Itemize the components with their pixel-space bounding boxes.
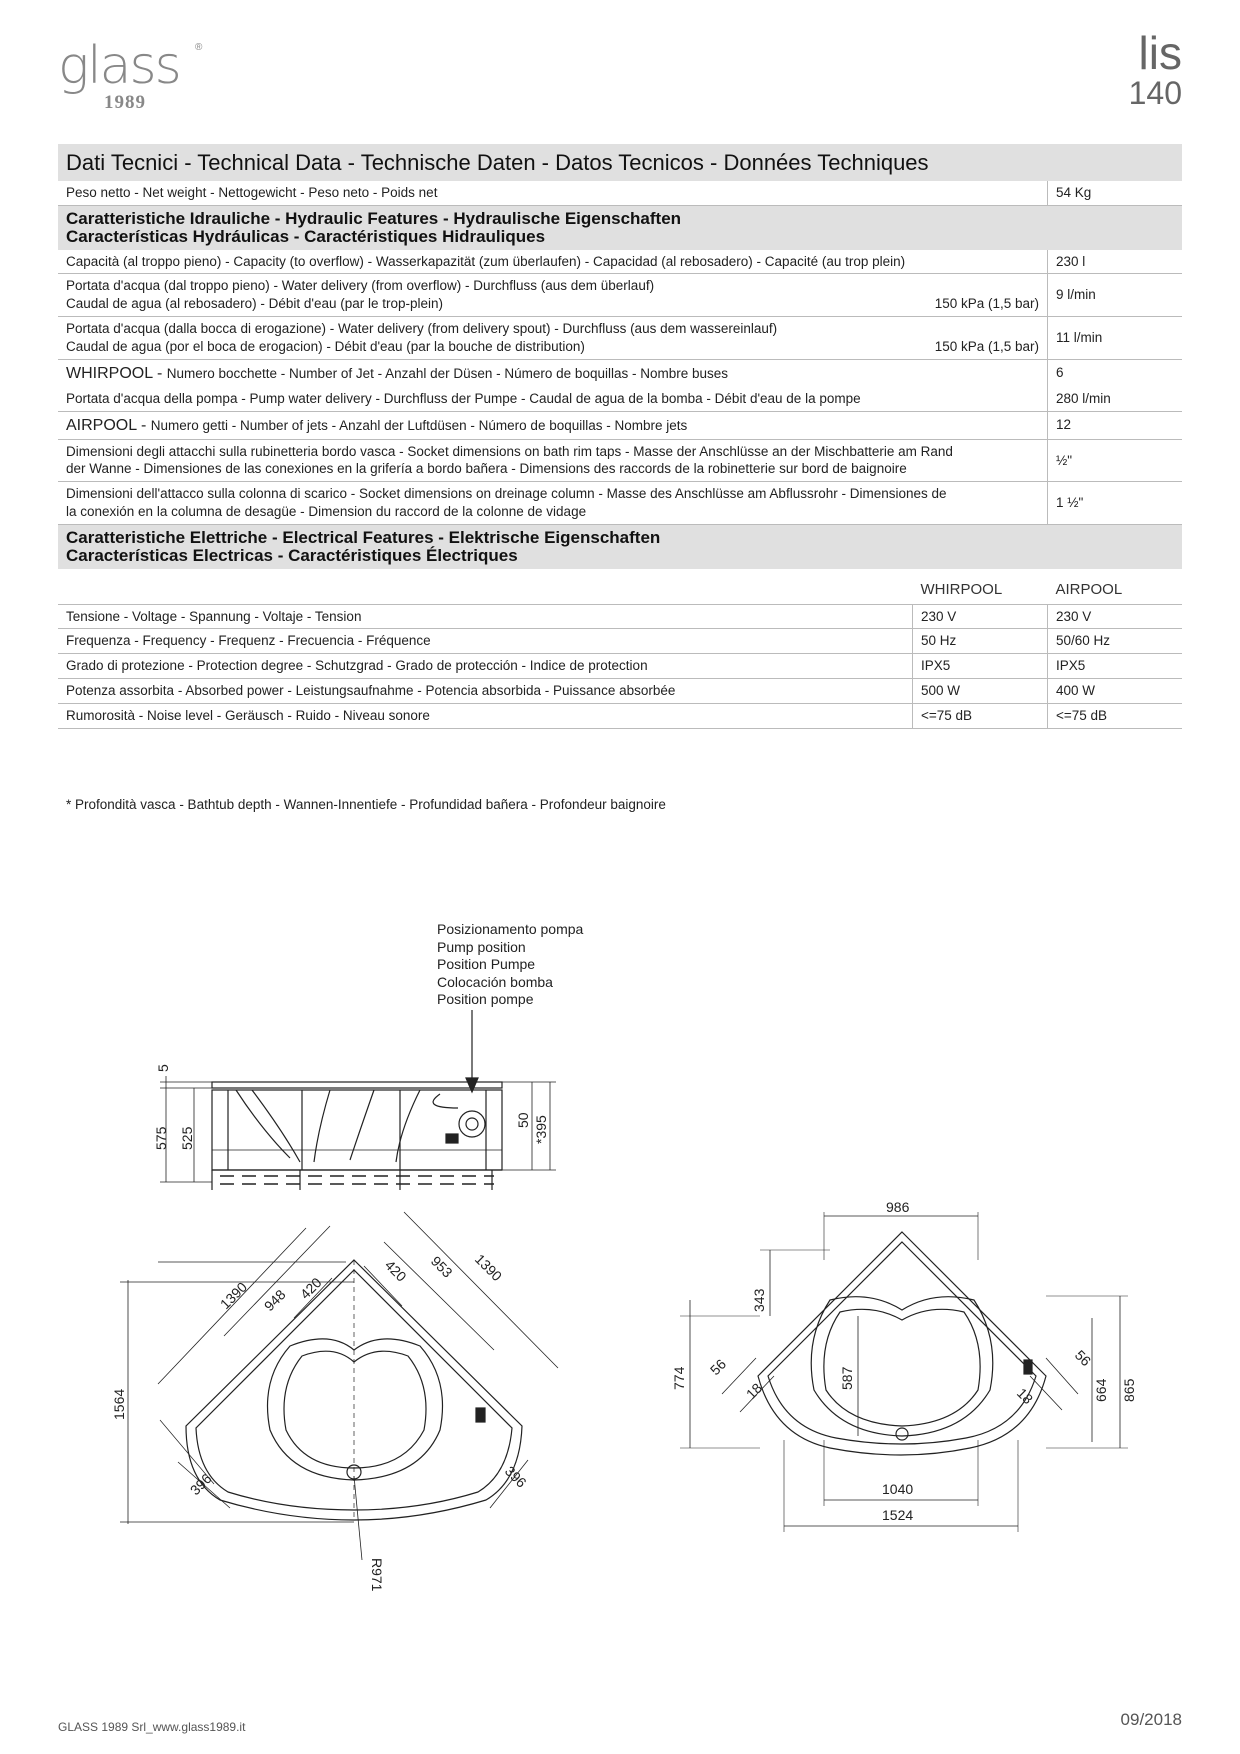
weight-label: Peso netto - Net weight - Nettogewicht - Peso neto - Poids net — [58, 181, 1048, 205]
logo-year: 1989 — [104, 92, 146, 113]
col-header-whirlpool: WHIRPOOL — [913, 569, 1048, 605]
pump-label-line: Colocación bomba — [437, 973, 553, 990]
dim-side-top: 5 — [155, 1064, 171, 1072]
logo-wordmark: glass — [58, 36, 180, 96]
dim-front-right-h1: 664 — [1093, 1378, 1109, 1402]
col-header-airpool: AIRPOOL — [1048, 569, 1183, 605]
spout-line2: Caudal de agua (por el boca de erogacion) - Débit d'eau (par la bouche de distribution) — [66, 338, 585, 354]
dim-front-right-a: 56 — [1071, 1346, 1095, 1370]
voltage-airpool: 230 V — [1048, 604, 1183, 629]
socket-drain-line2: la conexión en la columna de desagüe - Dimension du raccord de la colonne de vidage — [66, 504, 587, 520]
electrical-title-line2: Características Electricas - Caractéristiques Électriques — [66, 545, 518, 565]
spout-value: 11 l/min — [1048, 316, 1183, 359]
pump-label-line: Pump position — [437, 938, 526, 955]
dim-front-right-h2: 865 — [1121, 1378, 1137, 1402]
hydraulic-title-line2: Características Hydráulicas - Caractéristiques Hidrauliques — [66, 226, 546, 246]
socket-rim-value: ½" — [1048, 439, 1183, 482]
dim-plan-leg-right: 396 — [501, 1462, 530, 1491]
frequency-airpool: 50/60 Hz — [1048, 629, 1183, 654]
noise-label: Rumorosità - Noise level - Geräusch - Ruido - Niveau sonore — [58, 703, 913, 728]
pump-label-line: Position Pumpe — [437, 956, 536, 972]
electrical-title-line1: Caratteristiche Elettriche - Electrical Features - Elektrische Eigenschaften — [66, 527, 661, 547]
side-elevation-drawing — [160, 1010, 556, 1190]
dim-front-left-b: 18 — [742, 1379, 766, 1403]
airpool-prefix: AIRPOOL - — [66, 416, 151, 434]
dim-plan-width: 1564 — [111, 1388, 127, 1420]
dim-plan-radius: R971 — [369, 1558, 385, 1592]
protection-label: Grado di protezione - Protection degree - Schutzgrad - Grado de protección - Indice de protection — [58, 654, 913, 679]
dim-plan-diag2b: 953 — [427, 1252, 456, 1281]
power-whirlpool: 500 W — [913, 679, 1048, 704]
dim-plan-diag1: 1390 — [216, 1278, 251, 1313]
socket-rim-line2: der Wanne - Dimensiones de las conexiones en la grifería a bordo bañera - Dimensions des raccords de la robinetterie sur bord de baignoire — [66, 461, 907, 477]
power-airpool: 400 W — [1048, 679, 1183, 704]
whirlpool-jets-text: Numero bocchette - Number of Jet - Anzahl der Düsen - Número de boquillas - Nombre buses — [166, 365, 729, 381]
overflow-line2: Caudal de agua (al rebosadero) - Débit d'eau (par le trop-plein) — [66, 296, 444, 312]
pump-delivery-label: Portata d'acqua della pompa - Pump water delivery - Durchfluss der Pumpe - Caudal de agua de la bomba - Débit d'eau de la pompe — [58, 387, 1048, 411]
pump-delivery-value: 280 l/min — [1048, 387, 1183, 411]
whirlpool-jets-value: 6 — [1048, 359, 1183, 387]
dim-plan-diag2: 1390 — [471, 1250, 506, 1285]
weight-value: 54 Kg — [1048, 181, 1183, 205]
noise-airpool: <=75 dB — [1048, 703, 1183, 728]
dim-front-total-width: 1524 — [882, 1507, 914, 1523]
dim-side-right-a: 50 — [515, 1112, 531, 1128]
socket-drain-line1: Dimensioni dell'attacco sulla colonna di scarico - Socket dimensions on dreinage column - Masse des Anschlüsse am Abflussrohr - Dimensiones de — [66, 486, 947, 502]
dim-front-height: 774 — [671, 1366, 687, 1390]
spout-line1: Portata d'acqua (dalla bocca di erogazione) - Water delivery (from delivery spout) - Durchfluss (aus dem wassereinlauf) — [66, 320, 778, 336]
dim-front-inner-width: 1040 — [882, 1481, 914, 1497]
dim-plan-diag1c: 420 — [296, 1274, 325, 1303]
model-size: 140 — [1128, 75, 1182, 111]
airpool-jets-value: 12 — [1048, 411, 1183, 439]
spout-pressure: 150 kPa (1,5 bar) — [934, 338, 1039, 354]
dim-side-depth: *395 — [533, 1115, 549, 1144]
capacity-label: Capacità (al troppo pieno) - Capacity (to overflow) - Wasserkapazität (zum überlaufen) - Capacidad (al rebosadero) - Capacité (au trop plein) — [58, 250, 1048, 274]
dim-front-top-offset: 343 — [751, 1288, 767, 1312]
voltage-whirlpool: 230 V — [913, 604, 1048, 629]
dim-side-body-height: 525 — [179, 1126, 195, 1150]
socket-rim-line1: Dimensioni degli attacchi sulla rubinetteria bordo vasca - Socket dimensions on bath rim taps - Masse der Anschlüsse an der Mischbatterie am Rand — [66, 443, 953, 459]
overflow-line1: Portata d'acqua (dal troppo pieno) - Water delivery (from overflow) - Durchfluss (aus dem überlauf) — [66, 278, 655, 294]
dim-front-inner-height: 587 — [839, 1366, 855, 1390]
overflow-pressure: 150 kPa (1,5 bar) — [934, 296, 1039, 312]
frequency-label: Frequenza - Frequency - Frequenz - Frecuencia - Fréquence — [58, 629, 913, 654]
socket-drain-value: 1 ½" — [1048, 482, 1183, 525]
frequency-whirlpool: 50 Hz — [913, 629, 1048, 654]
technical-data-title: Dati Tecnici - Technical Data - Technische Daten - Datos Tecnicos - Données Techniques — [58, 144, 1182, 181]
airpool-jets-text: Numero getti - Number of jets - Anzahl der Luftdüsen - Número de boquillas - Nombre jets — [150, 417, 688, 433]
dim-front-right-b: 18 — [1013, 1384, 1037, 1408]
noise-whirlpool: <=75 dB — [913, 703, 1048, 728]
dim-front-top-width: 986 — [886, 1199, 910, 1215]
voltage-label: Tensione - Voltage - Spannung - Voltaje - Tension — [58, 604, 913, 629]
dim-plan-diag1b: 948 — [260, 1286, 289, 1315]
dim-front-left-a: 56 — [706, 1355, 730, 1379]
depth-note: * Profondità vasca - Bathtub depth - Wannen-Innentiefe - Profundidad bañera - Profondeur baignoire — [66, 797, 666, 812]
dim-plan-leg-left: 396 — [186, 1470, 215, 1499]
protection-whirlpool: IPX5 — [913, 654, 1048, 679]
footer-date: 09/2018 — [1120, 1710, 1182, 1729]
logo-registered-mark: ® — [195, 42, 203, 53]
pump-label-line: Position pompe — [437, 991, 534, 1007]
protection-airpool: IPX5 — [1048, 654, 1183, 679]
dim-side-total-height: 575 — [153, 1126, 169, 1150]
whirlpool-prefix: WHIRPOOL - — [66, 364, 167, 382]
capacity-value: 230 l — [1048, 250, 1183, 274]
model-name: lis — [1138, 27, 1182, 79]
pump-label-line: Posizionamento pompa — [437, 921, 584, 937]
dim-plan-diag2c: 420 — [381, 1256, 410, 1285]
hydraulic-title-line1: Caratteristiche Idrauliche - Hydraulic Features - Hydraulische Eigenschaften — [66, 208, 682, 228]
overflow-value: 9 l/min — [1048, 274, 1183, 317]
power-label: Potenza assorbita - Absorbed power - Leistungsaufnahme - Potencia absorbida - Puissance absorbée — [58, 679, 913, 704]
footer-company: GLASS 1989 Srl_www.glass1989.it — [58, 1720, 246, 1734]
